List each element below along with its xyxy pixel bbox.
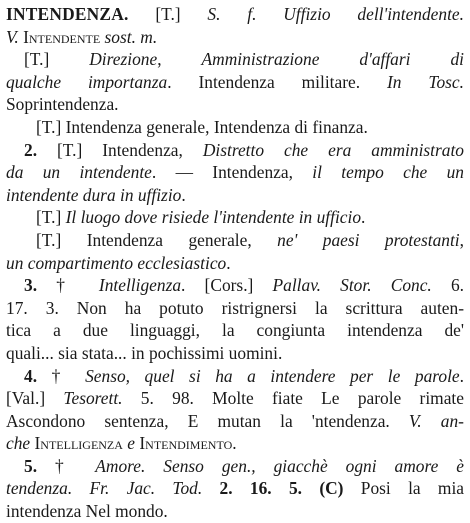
entry-line bbox=[6, 297, 464, 320]
italic-segment: da un intendente bbox=[6, 162, 152, 183]
cross-reference: Intelligenza bbox=[34, 433, 123, 454]
italic-segment: Tesorett. bbox=[63, 388, 123, 409]
entry-line bbox=[6, 139, 464, 162]
text-segment: † bbox=[37, 455, 96, 476]
text-segment: , bbox=[459, 229, 464, 250]
italic-segment: In Tosc. bbox=[386, 71, 464, 92]
text-segment: intendenza Nel mondo. bbox=[6, 501, 168, 522]
text-segment: [T.] Intendenza, bbox=[37, 139, 203, 160]
text-segment bbox=[202, 478, 219, 498]
italic-segment: V. an- bbox=[408, 410, 464, 431]
italic-segment: sost. m. bbox=[100, 26, 158, 47]
text-segment: . bbox=[226, 252, 231, 273]
entry-line bbox=[6, 387, 464, 410]
entry-line bbox=[6, 161, 464, 184]
sense-number: 4. bbox=[24, 365, 38, 386]
italic-segment: Intelligenza bbox=[98, 275, 182, 296]
cross-reference: Intendimento bbox=[139, 433, 233, 454]
sense-number: 3. bbox=[24, 275, 38, 296]
text-segment: 5. 98. Molte fiate Le parole rimate bbox=[122, 388, 464, 409]
entry-line bbox=[6, 410, 464, 433]
text-segment: . — Intendenza, bbox=[151, 162, 313, 183]
italic-segment: Amministrazione d'affari di bbox=[201, 49, 464, 70]
entry-line bbox=[6, 229, 464, 252]
italic-segment: ne' paesi protestanti bbox=[277, 229, 460, 250]
entry-line bbox=[6, 48, 464, 71]
text-segment: , bbox=[157, 49, 202, 70]
italic-segment: Distretto che era amministrato bbox=[202, 139, 464, 160]
text-segment: [Val.] bbox=[6, 388, 64, 409]
text-segment: [T.] bbox=[128, 4, 208, 24]
italic-segment: V. bbox=[6, 26, 24, 47]
entry-line bbox=[6, 500, 464, 523]
text-segment: 17. 3. Non ha potuto ristrignersi la scrittura auten- bbox=[6, 297, 464, 318]
entry-line bbox=[6, 455, 464, 478]
headword: INTENDENZA. bbox=[6, 4, 129, 24]
entry-line bbox=[6, 365, 464, 388]
italic-segment: e bbox=[122, 433, 140, 454]
text-segment: . [Cors.] bbox=[181, 275, 273, 296]
italic-segment: un compartimento ecclesiastico bbox=[6, 252, 227, 273]
text-segment: quali... sia stata... in pochissimi uomini. bbox=[6, 342, 283, 363]
italic-segment: il tempo che un bbox=[312, 162, 464, 183]
italic-segment: Senso, quel si ha a intendere per le parole bbox=[85, 365, 460, 386]
italic-segment: intendente dura in uffizio bbox=[6, 184, 182, 205]
entry-line bbox=[6, 71, 464, 94]
entry-line bbox=[6, 3, 464, 26]
text-segment: tica a due linguaggi, la congiunta intendenza de' bbox=[6, 320, 464, 341]
entry-line bbox=[6, 274, 464, 297]
italic-segment: Amore. Senso gen., giacchè ogni amore è bbox=[95, 455, 464, 476]
sense-number: 2. bbox=[24, 139, 38, 160]
italic-segment: Direzione bbox=[89, 49, 158, 70]
italic-segment: qualche importanza bbox=[6, 71, 168, 92]
text-segment: † bbox=[37, 365, 86, 386]
entry-line bbox=[6, 206, 464, 229]
entry-line bbox=[6, 432, 464, 455]
cross-reference: Intendente bbox=[23, 26, 101, 47]
text-segment: [T.] Intendenza generale, bbox=[36, 229, 278, 250]
text-segment: † bbox=[37, 275, 99, 296]
text-segment: . bbox=[361, 207, 366, 228]
entry-line bbox=[6, 252, 464, 275]
entry-line bbox=[6, 319, 464, 342]
italic-segment: S. f. Uffizio dell'intendente. bbox=[207, 4, 464, 24]
italic-segment: tendenza. Fr. Jac. Tod. bbox=[6, 478, 203, 499]
entry-line bbox=[6, 184, 464, 207]
text-segment: [T.] bbox=[24, 49, 90, 70]
text-segment: 6. bbox=[431, 275, 464, 296]
entry-line bbox=[6, 116, 464, 139]
entry-line bbox=[6, 93, 464, 116]
text-segment: . bbox=[181, 184, 186, 205]
text-segment: . bbox=[459, 365, 464, 386]
italic-segment: che bbox=[6, 433, 31, 454]
text-segment: . Intendenza militare. bbox=[167, 71, 387, 92]
text-segment: [T.] Intendenza generale, Intendenza di finanza. bbox=[36, 116, 368, 137]
text-segment: Ascondono sentenza, E mutan la 'ntendenza. bbox=[6, 410, 409, 431]
italic-segment: Pallav. Stor. Conc. bbox=[272, 275, 432, 296]
entry-line bbox=[6, 342, 464, 365]
sense-number: 2. 16. 5. (C) bbox=[219, 478, 344, 499]
text-segment: Posi la mia bbox=[343, 478, 464, 499]
text-segment: . bbox=[232, 433, 237, 454]
text-segment: [T.] bbox=[36, 207, 66, 228]
entry-line bbox=[6, 477, 464, 500]
text-segment: Soprintendenza. bbox=[6, 94, 119, 115]
sense-number: 5. bbox=[24, 455, 38, 476]
entry-line bbox=[6, 26, 464, 49]
italic-segment: Il luogo dove risiede l'intendente in ufficio bbox=[65, 207, 362, 228]
